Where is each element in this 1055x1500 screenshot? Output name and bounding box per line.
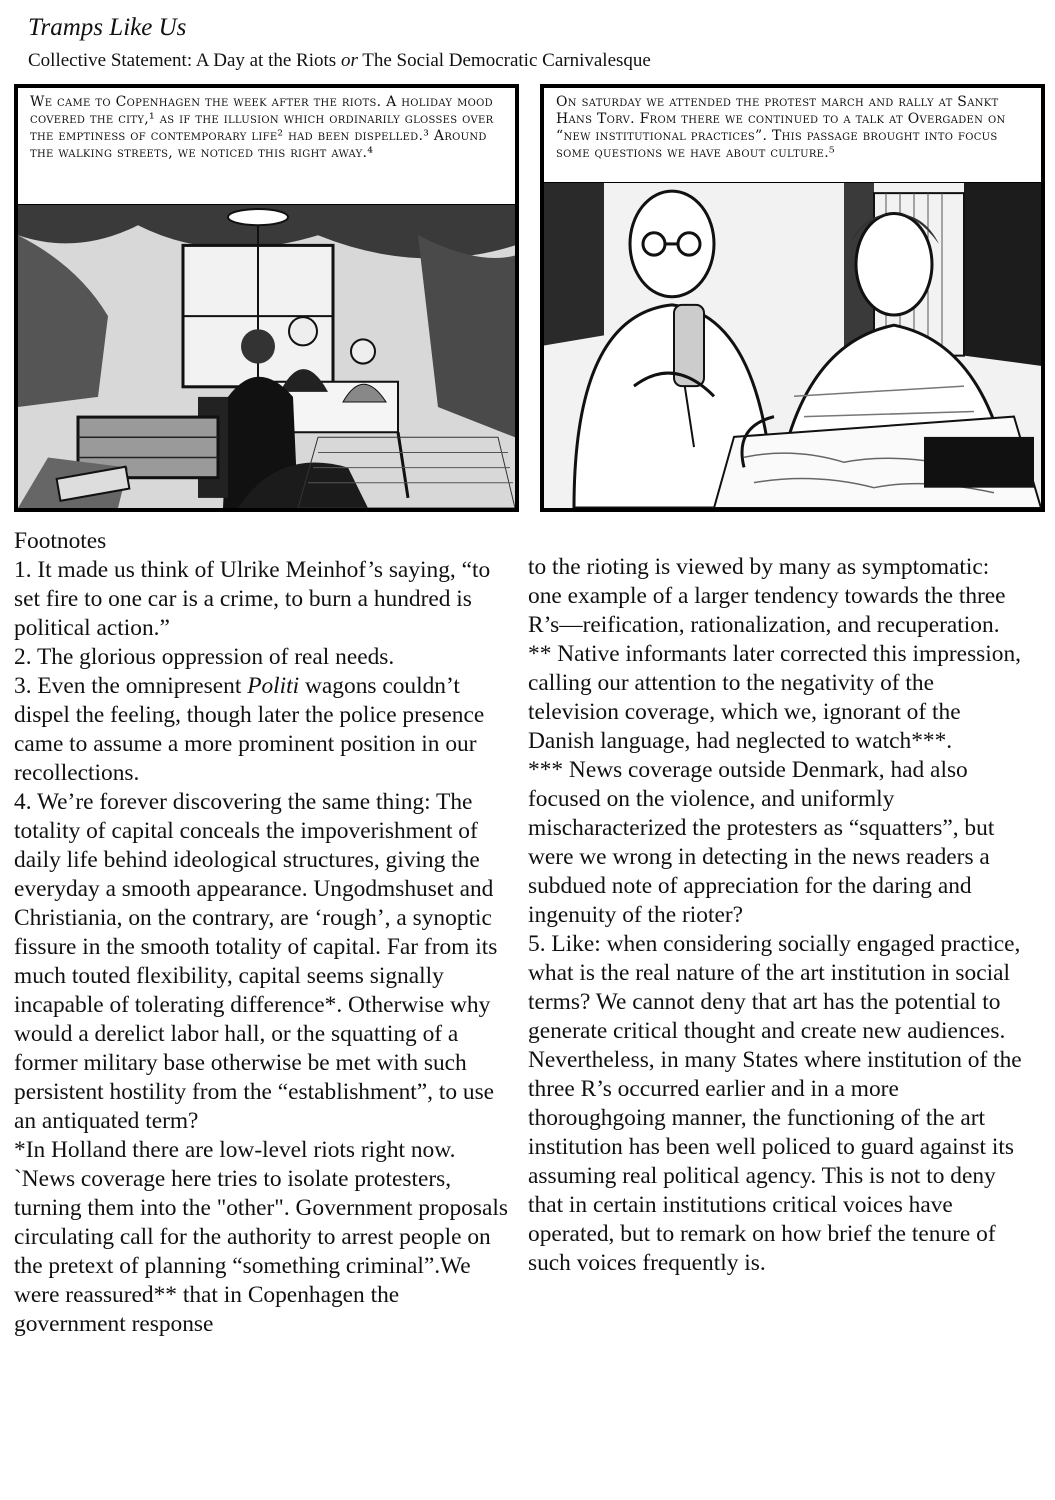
footnote-star-2: ** Native informants later corrected this impression, calling our attention to the negativity of the television coverage, which we, ignorant of the Danish language, had neglected to watch***. [528,641,1022,754]
footnote-star-3: *** News coverage outside Denmark, had also focused on the violence, and uniformly mischaracterized the protesters as “squatters”, but were we wrong in detecting in the news readers a subdued note of appreciation for the daring and ingenuity of the rioter? [528,757,995,928]
footnote-4: 4. We’re forever discovering the same thing: The totality of capital conceals the impoverishment of daily life behind ideological structures, giving the everyday a smooth appearance. Ungodmshuset and Christiania, on the contrary, are ‘rough’, a synoptic fissure in the smooth totality of capital. Far from its much touted flexibility, capital seems signally incapable of tolerating difference*. Otherwise why would a derelict labor hall, or the squatting of a former military base otherwise be met with such persistent hostility from the “establishment”, to use an antiquated term? [14,789,498,1134]
footnote-5: 5. Like: when considering socially engaged practice, what is the real nature of the art institution in social terms? We cannot deny that art has the potential to generate critical thought and create new audiences. Nevertheless, in many States where institution of the three R’s occurred earlier and in a more thoroughgoing manner, the functioning of the art institution has been well policed to guard against its assuming real political agency. This is not to deny that in certain institutions critical voices have operated, but to remark on how brief the tenure of such voices frequently is. [528,931,1022,1276]
document-subtitle: Collective Statement: A Day at the Riots or The Social Democratic Carnivalesque [28,50,651,71]
footnotes-column-left [14,527,514,1339]
footnote-star-1: *In Holland there are low-level riots right now. `News coverage here tries to isolate protesters, turning them into the "other". Government proposals circulating call for the authority to arrest people on the pretext of planning “something criminal”.We were reassured** that in Copenhagen the government response [14,1137,508,1337]
comic-panel-left [14,84,519,512]
footnotes-heading: Footnotes [14,528,107,554]
footnote-1: 1. It made us think of Ulrike Meinhof’s saying, “to set fire to one car is a crime, to burn a hundred is political action.” [14,557,491,641]
panel-left-caption: We came to Copenhagen the week after the riots. A holiday mood covered the city,¹ as if the illusion which ordinarily glosses over the emptiness of contemporary life² had been dispelled.³ Around the walking streets, we noticed this right away.⁴ [18,88,515,207]
footnotes-column-right [528,553,1028,1278]
footnote-2: 2. The glorious oppression of real needs. [14,644,395,670]
two-people-reading-illustration [544,183,1041,508]
footnote-3: 3. Even the omnipresent Politi wagons couldn’t dispel the feeling, though later the police presence came to assume a more prominent position in our recollections. [14,673,485,786]
footnote-star-1-continued: to the rioting is viewed by many as symptomatic: one example of a larger tendency towards the three R’s—reification, rationalization, and recuperation. [528,554,1006,638]
cafe-scene-illustration [18,205,515,508]
comic-panel-right [540,84,1045,512]
document-title: Tramps Like Us [28,14,187,41]
panel-right-caption: On saturday we attended the protest march and rally at Sankt Hans Torv. From there we continued to a talk at Overgaden on “new institutional practices”. This passage brought into focus some questions we have about culture.⁵ [544,88,1041,185]
